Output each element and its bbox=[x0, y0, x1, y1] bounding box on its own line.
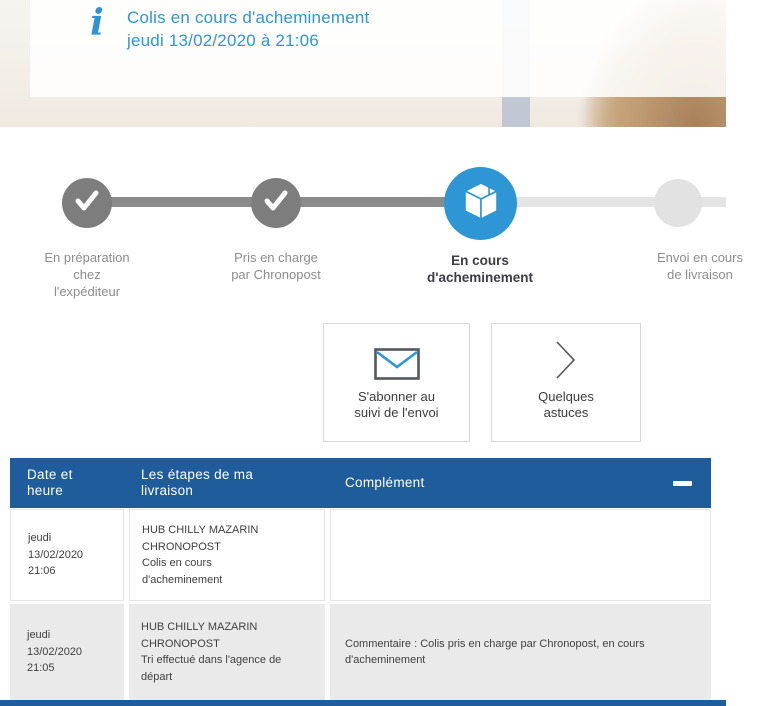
table-row bbox=[10, 604, 711, 700]
hero-photo-banner bbox=[0, 0, 726, 127]
header-date-heure: Date et heure bbox=[27, 467, 73, 498]
header-etapes-livraison: Les étapes de ma livraison bbox=[141, 467, 254, 498]
collapse-table-button[interactable] bbox=[667, 458, 697, 508]
step-label-livraison: Envoi en cours de livraison bbox=[657, 250, 743, 282]
tracking-history-table bbox=[10, 458, 711, 700]
step-label-pris-en-charge: Pris en charge par Chronopost bbox=[231, 250, 321, 282]
step-label-acheminement: En cours d'acheminement bbox=[427, 253, 533, 285]
chevron-right-icon bbox=[555, 324, 577, 380]
banner-status-text bbox=[127, 6, 369, 52]
step-label-preparation: En préparation chez l'expéditeur bbox=[44, 250, 130, 299]
subscribe-tracking-button[interactable] bbox=[323, 323, 470, 442]
info-icon: i bbox=[90, 2, 104, 44]
tips-label: Quelques astuces bbox=[538, 389, 594, 420]
tips-button[interactable] bbox=[491, 323, 641, 442]
status-banner-card bbox=[30, 0, 726, 97]
row-date-cell: jeudi 13/02/2020 21:06 bbox=[10, 509, 124, 601]
photo-window-frame-lower bbox=[502, 97, 530, 127]
package-icon bbox=[464, 182, 498, 225]
banner-status-title: Colis en cours d'acheminement bbox=[127, 8, 370, 27]
check-icon bbox=[73, 189, 101, 218]
subscribe-tracking-label: S'abonner au suivi de l'envoi bbox=[354, 389, 439, 420]
envelope-icon bbox=[374, 324, 420, 380]
row-complement-cell: Commentaire : Colis pris en charge par Chronopost, en cours d'acheminement bbox=[330, 604, 711, 700]
banner-status-datetime: jeudi 13/02/2020 à 21:06 bbox=[127, 31, 319, 50]
row-complement-cell bbox=[330, 509, 711, 601]
step-circle-acheminement-current bbox=[444, 167, 517, 240]
progress-tracker bbox=[0, 127, 743, 323]
table-row bbox=[10, 509, 711, 601]
check-icon bbox=[262, 189, 290, 218]
step-circle-preparation bbox=[62, 178, 112, 228]
row-step-cell: HUB CHILLY MAZARIN CHRONOPOST Tri effectué dans l'agence de départ bbox=[129, 604, 325, 700]
footer-top-bar bbox=[0, 700, 726, 706]
minus-icon bbox=[673, 481, 692, 486]
row-step-cell: HUB CHILLY MAZARIN CHRONOPOST Colis en cours d'acheminement bbox=[129, 509, 325, 601]
header-complement: Complément bbox=[345, 475, 425, 490]
step-circle-pris-en-charge bbox=[251, 178, 301, 228]
step-circle-livraison-upcoming bbox=[654, 179, 702, 227]
row-date-cell: jeudi 13/02/2020 21:05 bbox=[10, 604, 124, 700]
table-header-row bbox=[10, 458, 711, 508]
